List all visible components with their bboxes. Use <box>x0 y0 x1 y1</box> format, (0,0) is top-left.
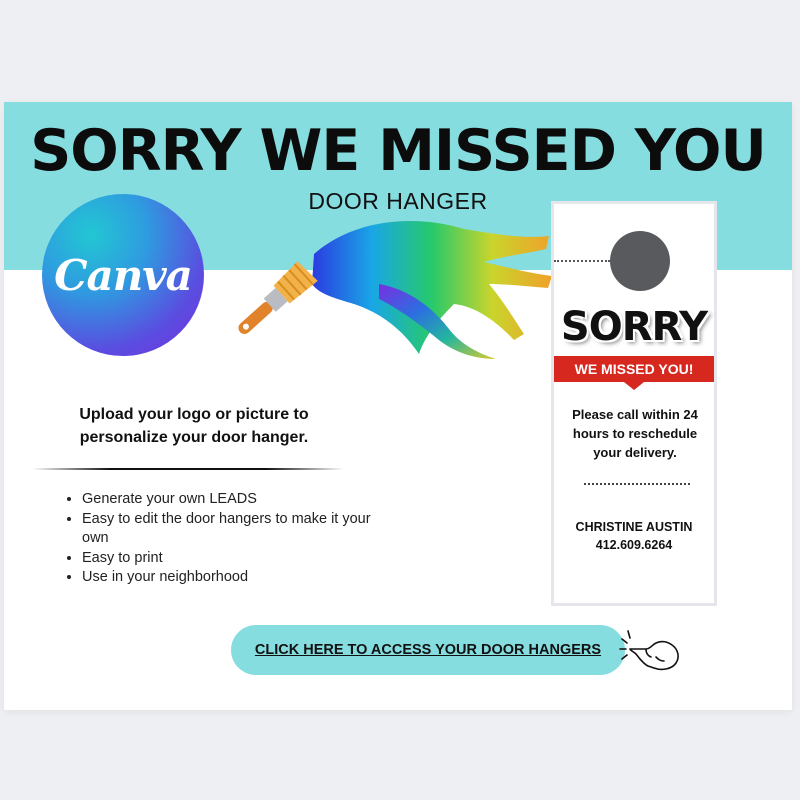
list-item: • Use in your neighborhood <box>82 568 372 588</box>
hanger-headline: SORRY <box>560 304 708 350</box>
list-item: • Generate your own LEADS <box>82 490 372 510</box>
promo-card <box>4 102 792 710</box>
contact-phone: 412.609.6264 <box>595 538 673 552</box>
contact-name: CHRISTINE AUSTIN <box>575 520 693 534</box>
page-title: SORRY WE MISSED YOU <box>30 118 766 184</box>
list-item: • Easy to print <box>82 549 372 569</box>
page-subtitle: DOOR HANGER <box>308 188 488 214</box>
feature-list <box>62 490 372 588</box>
intro-text: Upload your logo or picture to personalize your door hanger. <box>79 406 309 446</box>
divider <box>32 468 344 470</box>
cut-line <box>554 260 610 262</box>
hanger-banner: WE MISSED YOU! <box>554 356 714 382</box>
list-item: • Easy to edit the door hangers to make it your own <box>82 510 372 549</box>
canva-logo <box>42 194 204 356</box>
access-door-hangers-button[interactable] <box>231 625 625 675</box>
banner-arrow <box>624 382 644 390</box>
hanger-hole <box>610 231 670 291</box>
logo-text: Canva <box>54 250 192 300</box>
pointing-hand-icon <box>616 623 686 673</box>
dotted-rule <box>584 483 690 485</box>
paintbrush-icon <box>234 214 554 364</box>
hanger-message: Please call within 24 hours to reschedule your delivery. <box>572 407 698 460</box>
door-hanger-preview <box>551 201 717 606</box>
cta-label[interactable]: CLICK HERE TO ACCESS YOUR DOOR HANGERS <box>254 642 602 658</box>
